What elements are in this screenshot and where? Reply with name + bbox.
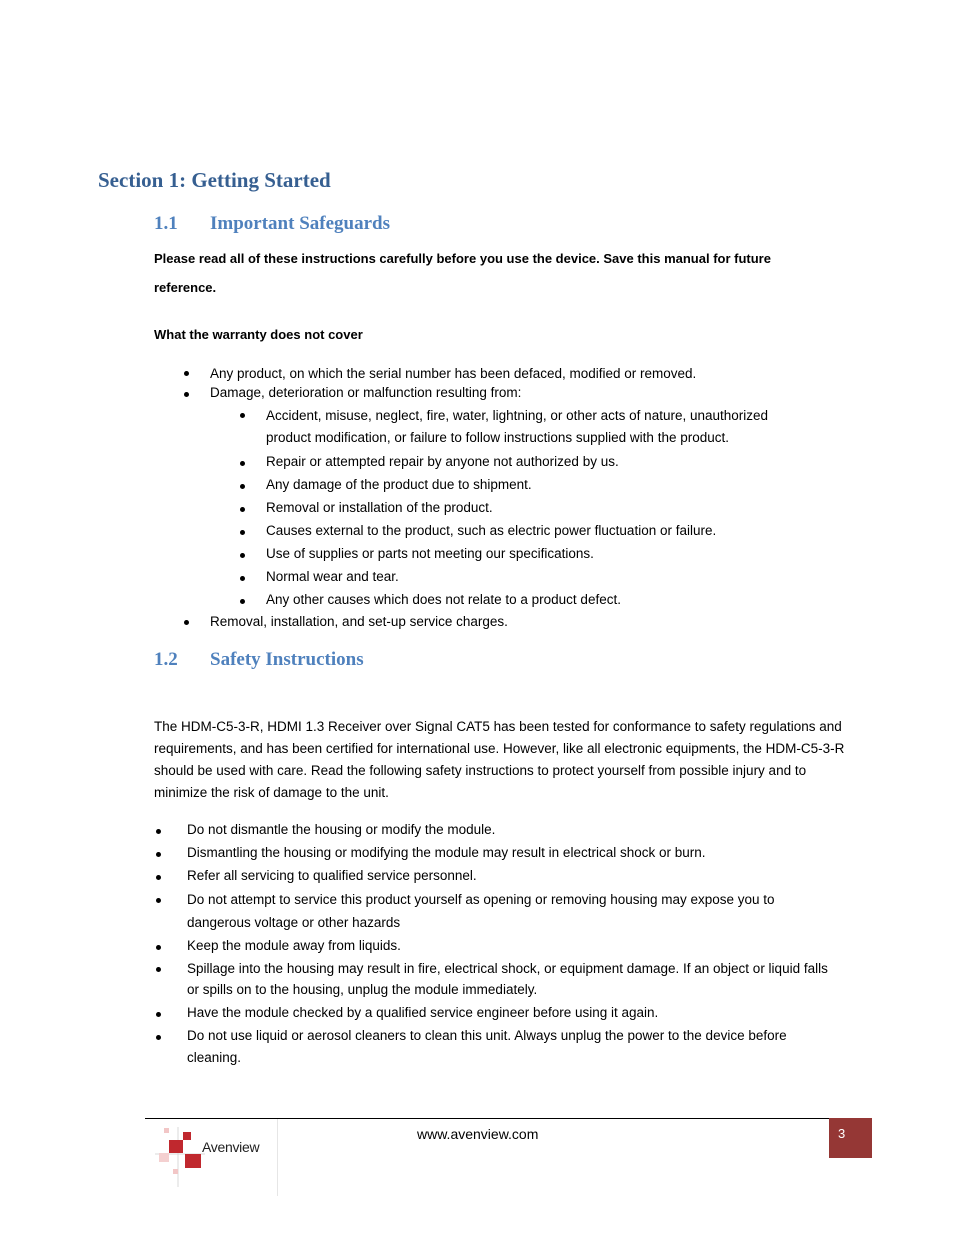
bullet-icon bbox=[156, 1012, 161, 1017]
list-item: Any damage of the product due to shipment. bbox=[210, 474, 810, 497]
bullet-icon bbox=[240, 484, 245, 489]
bullet-icon bbox=[156, 967, 161, 972]
bullet-icon bbox=[156, 1035, 161, 1040]
subsection-title: Safety Instructions bbox=[210, 649, 364, 670]
list-item: Do not use liquid or aerosol cleaners to clean this unit. Always unplug the power to the device before cleaning. bbox=[154, 1025, 834, 1069]
bullet-icon bbox=[156, 898, 161, 903]
logo-text: Avenview bbox=[202, 1139, 260, 1155]
logo-square-pink bbox=[164, 1128, 169, 1133]
bullet-icon bbox=[184, 392, 189, 397]
subsection-number: 1.2 bbox=[154, 649, 178, 670]
intro-line: Please read all of these instructions carefully before you use the device. Save this manual for future bbox=[154, 251, 771, 266]
list-item: Any product, on which the serial number has been defaced, modified or removed. bbox=[154, 364, 854, 383]
safety-list bbox=[154, 819, 834, 1069]
safety-paragraph: The HDM-C5-3-R, HDMI 1.3 Receiver over Signal CAT5 has been tested for conformance to safety regulations and requirements, and has been certified for international use. However, like all electronic equipments, the HDM-C5-3-R should be used with care. Read the following safety instructions to protect yourself from possible injury and to minimize the risk of damage to the unit. bbox=[154, 719, 845, 800]
bullet-icon bbox=[156, 945, 161, 950]
warranty-sublist bbox=[210, 405, 810, 612]
bullet-icon bbox=[184, 620, 189, 625]
subsection-number: 1.1 bbox=[154, 213, 178, 234]
warranty-heading: What the warranty does not cover bbox=[154, 327, 363, 342]
footer-logo-divider bbox=[277, 1119, 278, 1196]
bullet-icon bbox=[240, 530, 245, 535]
list-item: Dismantling the housing or modifying the module may result in electrical shock or burn. bbox=[154, 842, 834, 865]
bullet-icon bbox=[240, 461, 245, 466]
list-item: Damage, deterioration or malfunction resulting from: bbox=[154, 383, 854, 402]
footer-url: www.avenview.com bbox=[417, 1126, 539, 1142]
warranty-list-continued bbox=[154, 611, 854, 633]
list-item: Any other causes which does not relate to a product defect. bbox=[210, 589, 810, 612]
bullet-icon bbox=[240, 553, 245, 558]
list-item: Refer all servicing to qualified service personnel. bbox=[154, 865, 834, 888]
list-item: Normal wear and tear. bbox=[210, 566, 810, 589]
list-item: Causes external to the product, such as electric power fluctuation or failure. bbox=[210, 520, 810, 543]
bullet-icon bbox=[240, 576, 245, 581]
bullet-icon bbox=[240, 507, 245, 512]
logo-square-pink bbox=[159, 1153, 169, 1162]
list-item: Repair or attempted repair by anyone not authorized by us. bbox=[210, 451, 810, 474]
bullet-icon bbox=[240, 413, 245, 418]
list-item: Keep the module away from liquids. bbox=[154, 935, 834, 958]
footer-divider bbox=[145, 1118, 872, 1119]
logo-square-red bbox=[169, 1140, 183, 1153]
subsection-heading-1-1 bbox=[154, 213, 554, 239]
subsection-title: Important Safeguards bbox=[210, 213, 390, 234]
bullet-icon bbox=[240, 599, 245, 604]
page-number-box bbox=[829, 1118, 872, 1158]
intro-line: reference. bbox=[154, 280, 217, 295]
list-item: Use of supplies or parts not meeting our specifications. bbox=[210, 543, 810, 566]
bullet-icon bbox=[156, 852, 161, 857]
page-number: 3 bbox=[838, 1126, 846, 1141]
list-item: Spillage into the housing may result in fire, electrical shock, or equipment damage. If an object or liquid falls or spills on to the housing, unplug the module immediately. bbox=[154, 958, 834, 1002]
section-title: Section 1: Getting Started bbox=[98, 168, 331, 192]
bullet-icon bbox=[156, 829, 161, 834]
bullet-icon bbox=[184, 371, 189, 376]
intro-paragraph bbox=[154, 244, 854, 302]
list-item: Removal or installation of the product. bbox=[210, 497, 810, 520]
avenview-logo-icon bbox=[155, 1127, 205, 1187]
list-item: Removal, installation, and set-up service charges. bbox=[154, 611, 854, 633]
logo-square-red-large bbox=[185, 1154, 201, 1168]
bullet-icon bbox=[156, 875, 161, 880]
list-item: Do not attempt to service this product yourself as opening or removing housing may expose you to dangerous voltage or other hazards bbox=[154, 888, 834, 935]
list-item: Accident, misuse, neglect, fire, water, lightning, or other acts of nature, unauthorized product modification, or failure to follow instructions supplied with the product. bbox=[210, 405, 810, 451]
list-item: Have the module checked by a qualified service engineer before using it again. bbox=[154, 1002, 834, 1025]
list-item: Do not dismantle the housing or modify the module. bbox=[154, 819, 834, 842]
warranty-list bbox=[154, 364, 854, 402]
logo-square-pink-small bbox=[173, 1169, 178, 1174]
logo-graphic bbox=[155, 1127, 205, 1187]
logo-square-red-small bbox=[183, 1132, 191, 1140]
subsection-heading-1-2 bbox=[154, 649, 554, 675]
